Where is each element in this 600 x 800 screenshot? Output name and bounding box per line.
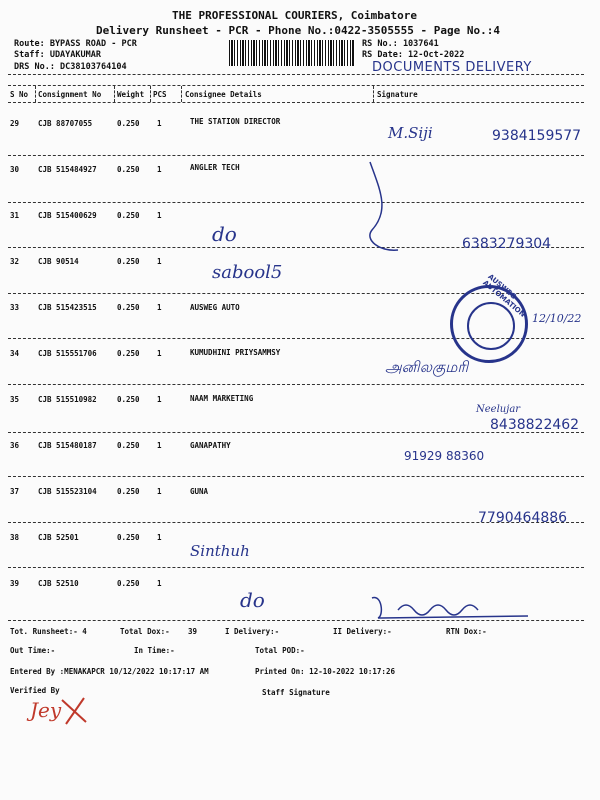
verified-cross-mark [60, 696, 90, 726]
row-sno: 39 [10, 579, 20, 588]
staff-signature: Staff Signature [262, 688, 330, 697]
row-consignee: GANAPATHY [190, 441, 231, 450]
name-row-35: Neelujar [476, 404, 521, 415]
phone-row-29: 9384159577 [492, 128, 582, 144]
row-divider [8, 155, 584, 156]
total-dox-label: Total Dox:- [120, 627, 170, 636]
staff-label: Staff: UDAYAKUMAR [14, 50, 101, 60]
row-pcs: 1 [157, 303, 162, 312]
runsheet-subtitle: Delivery Runsheet - PCR - Phone No.:0422-3505555 - Page No.:4 [96, 24, 500, 37]
column-divider-bottom [8, 102, 584, 103]
row-consignment: CJB 515423515 [38, 303, 97, 312]
row-consignment: CJB 515510982 [38, 395, 97, 404]
row-weight: 0.250 [117, 303, 140, 312]
signature-row-39 [368, 592, 538, 622]
row-consignee: KUMUDHINI PRIYSAMMSY [190, 348, 281, 357]
vline-pcs [181, 86, 182, 102]
phone-row-37: 7790464886 [478, 510, 568, 526]
signature-stroke-30 [360, 160, 420, 260]
row-divider [8, 384, 584, 385]
row-pcs: 1 [157, 579, 162, 588]
row-pcs: 1 [157, 257, 162, 266]
row-weight: 0.250 [117, 257, 140, 266]
row-sno: 33 [10, 303, 20, 312]
row-consignment: CJB 515523104 [38, 487, 97, 496]
row-sno: 31 [10, 211, 20, 220]
tot-runsheet: Tot. Runsheet:- 4 [10, 627, 87, 636]
row-pcs: 1 [157, 533, 162, 542]
name-row-38: Sinthuh [190, 542, 250, 560]
row-sno: 32 [10, 257, 20, 266]
row-pcs: 1 [157, 395, 162, 404]
drs-number: DRS No.: DC38103764104 [14, 62, 127, 72]
out-time: Out Time:- [10, 646, 56, 655]
row-consignee: AUSWEG AUTO [190, 303, 240, 312]
rs-number: RS No.: 1037641 [362, 39, 439, 49]
row-consignee: NAAM MARKETING [190, 394, 254, 403]
documents-delivery-stamp: DOCUMENTS DELIVERY [372, 60, 532, 75]
seal-text: AUSWEG AUTOMATION [481, 272, 527, 319]
total-pod: Total POD:- [255, 646, 305, 655]
row-weight: 0.250 [117, 119, 140, 128]
row-weight: 0.250 [117, 487, 140, 496]
ii-delivery: II Delivery:- [333, 627, 392, 636]
vline-cons [114, 86, 115, 102]
row-pcs: 1 [157, 211, 162, 220]
verified-signature: Jey [30, 698, 62, 722]
row-sno: 37 [10, 487, 20, 496]
total-dox-value: 39 [188, 627, 198, 636]
row-divider [8, 202, 584, 203]
row-pcs: 1 [157, 441, 162, 450]
row-pcs: 1 [157, 119, 162, 128]
signature-row-34: அனிலகுமரி [385, 358, 469, 376]
verified-by: Verified By [10, 686, 60, 695]
phone-row-35: 8438822462 [490, 417, 580, 433]
ditto-row-39: do [240, 588, 265, 612]
row-consignment: CJB 515484927 [38, 165, 97, 174]
seal-inner-ring [467, 302, 515, 350]
company-title: THE PROFESSIONAL COURIERS, Coimbatore [172, 9, 418, 22]
row-consignee: THE STATION DIRECTOR [190, 117, 281, 126]
row-sno: 29 [10, 119, 20, 128]
row-pcs: 1 [157, 487, 162, 496]
row-pcs: 1 [157, 165, 162, 174]
row-divider [8, 476, 584, 477]
route-label: Route: BYPASS ROAD - PCR [14, 39, 137, 49]
col-weight: Weight [117, 90, 145, 99]
row-weight: 0.250 [117, 579, 140, 588]
col-consignee: Consignee Details [185, 90, 262, 99]
row-consignment: CJB 515480187 [38, 441, 97, 450]
signature-row-29: M.Siji [388, 124, 433, 142]
row-sno: 35 [10, 395, 20, 404]
phone-row-36: 91929 88360 [404, 449, 485, 463]
row-consignment: CJB 52510 [38, 579, 79, 588]
column-divider-top [8, 85, 584, 86]
date-row-33: 12/10/22 [532, 312, 582, 325]
row-weight: 0.250 [117, 441, 140, 450]
row-weight: 0.250 [117, 211, 140, 220]
vline-consignee [373, 86, 374, 102]
rs-date: RS Date: 12-Oct-2022 [362, 50, 465, 60]
row-sno: 34 [10, 349, 20, 358]
row-consignment: CJB 90514 [38, 257, 79, 266]
in-time: In Time:- [134, 646, 175, 655]
rtn-dox: RTN Dox:- [446, 627, 487, 636]
row-consignee: GUNA [190, 487, 209, 496]
row-consignment: CJB 515400629 [38, 211, 97, 220]
row-weight: 0.250 [117, 395, 140, 404]
i-delivery: I Delivery:- [225, 627, 280, 636]
vline-weight [150, 86, 151, 102]
phone-row-31: 6383279304 [462, 236, 552, 252]
row-consignment: CJB 88707055 [38, 119, 93, 128]
school-row-32: sabool5 [212, 262, 283, 283]
row-sno: 30 [10, 165, 20, 174]
row-consignment: CJB 515551706 [38, 349, 97, 358]
entered-by: Entered By :MENAKAPCR 10/12/2022 10:17:17 AM [10, 667, 209, 676]
ditto-row-31: do [212, 222, 237, 246]
header-divider [8, 74, 584, 75]
row-sno: 38 [10, 533, 20, 542]
row-weight: 0.250 [117, 165, 140, 174]
col-pcs: PCS [153, 90, 167, 99]
col-consignment: Consignment No [38, 90, 102, 99]
vline-sno [35, 86, 36, 102]
company-seal [450, 272, 528, 363]
row-weight: 0.250 [117, 349, 140, 358]
row-divider [8, 567, 584, 568]
row-consignee: ANGLER TECH [190, 163, 240, 172]
printed-on: Printed On: 12-10-2022 10:17:26 [255, 667, 395, 676]
row-weight: 0.250 [117, 533, 140, 542]
col-signature: Signature [377, 90, 418, 99]
barcode [229, 40, 355, 66]
row-pcs: 1 [157, 349, 162, 358]
row-sno: 36 [10, 441, 20, 450]
row-consignment: CJB 52501 [38, 533, 79, 542]
col-sno: S No [10, 90, 29, 99]
